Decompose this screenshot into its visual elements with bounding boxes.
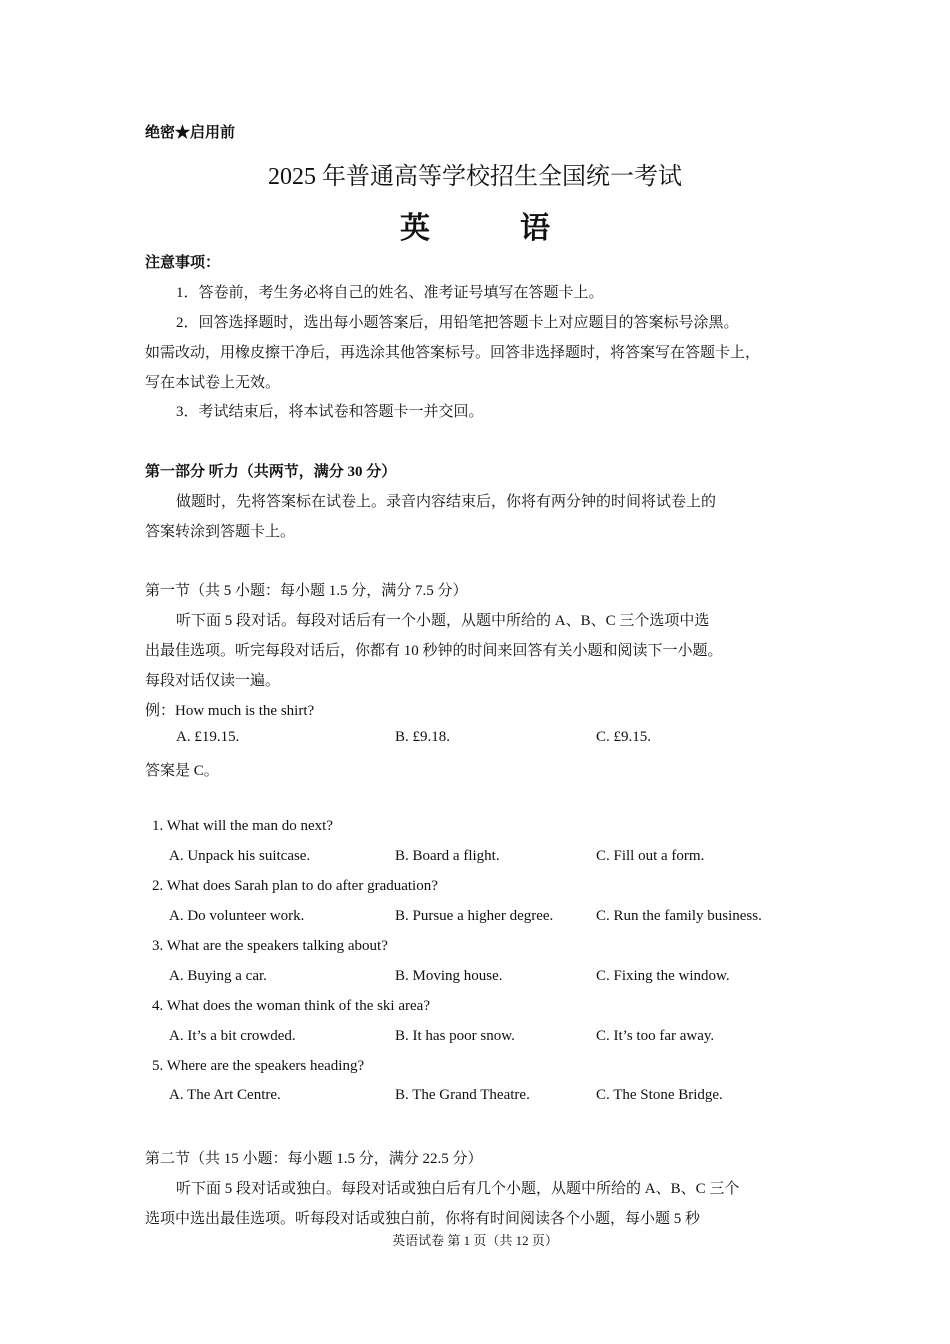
notice-item: 写在本试卷上无效。 (145, 375, 281, 391)
question-option: B. The Grand Theatre. (395, 1087, 530, 1103)
section1-instructions: 听下面 5 段对话。每段对话后有一个小题，从题中所给的 A、B、C 三个选项中选 (176, 613, 710, 629)
exam-title: 2025 年普通高等学校招生全国统一考试 (268, 164, 682, 190)
question-option: A. Buying a car. (169, 968, 267, 984)
section1-instructions: 每段对话仅读一遍。 (145, 673, 281, 689)
notice-item: 如需改动，用橡皮擦干净后，再选涂其他答案标号。回答非选择题时，将答案写在答题卡上， (145, 345, 761, 361)
notice-item: 3．考试结束后，将本试卷和答题卡一并交回。 (176, 404, 484, 420)
confidential-label: 绝密★启用前 (145, 125, 236, 141)
question-option: B. Pursue a higher degree. (395, 908, 554, 924)
part1-intro: 答案转涂到答题卡上。 (145, 524, 296, 540)
question-option: A. Unpack his suitcase. (169, 848, 311, 864)
section2-heading: 第二节（共 15 小题：每小题 1.5 分，满分 22.5 分） (145, 1151, 483, 1167)
notice-item: 2．回答选择题时，选出每小题答案后，用铅笔把答题卡上对应题目的答案标号涂黑。 (176, 315, 739, 331)
section2-instructions: 听下面 5 段对话或独白。每段对话或独白后有几个小题，从题中所给的 A、B、C 三个 (176, 1181, 740, 1197)
question-option: C. It’s too far away. (596, 1028, 715, 1044)
question-option: C. The Stone Bridge. (596, 1087, 723, 1103)
page-footer: 英语试卷 第 1 页（共 12 页） (392, 1233, 558, 1248)
question-option: A. The Art Centre. (169, 1087, 281, 1103)
section1-heading: 第一节（共 5 小题：每小题 1.5 分，满分 7.5 分） (145, 583, 468, 599)
question-option: C. Run the family business. (596, 908, 762, 924)
question-text: 4. What does the woman think of the ski area? (152, 998, 430, 1014)
question-text: 2. What does Sarah plan to do after graduation? (152, 878, 438, 894)
section1-instructions: 出最佳选项。听完每段对话后，你都有 10 秒钟的时间来回答有关小题和阅读下一小题。 (145, 643, 723, 659)
example-answer: 答案是 C。 (145, 763, 219, 779)
question-text: 1. What will the man do next? (152, 818, 333, 834)
question-option: A. Do volunteer work. (169, 908, 305, 924)
part1-intro: 做题时，先将答案标在试卷上。录音内容结束后，你将有两分钟的时间将试卷上的 (176, 494, 717, 510)
question-option: B. It has poor snow. (395, 1028, 515, 1044)
question-option: C. Fixing the window. (596, 968, 730, 984)
example-option: C. £9.15. (596, 729, 652, 745)
example-question: 例：How much is the shirt? (145, 703, 315, 719)
example-option: A. £19.15. (176, 729, 240, 745)
example-option: B. £9.18. (395, 729, 451, 745)
question-option: A. It’s a bit crowded. (169, 1028, 296, 1044)
question-text: 3. What are the speakers talking about? (152, 938, 388, 954)
notice-item: 1．答卷前，考生务必将自己的姓名、准考证号填写在答题卡上。 (176, 285, 604, 301)
question-text: 5. Where are the speakers heading? (152, 1058, 365, 1074)
question-option: B. Moving house. (395, 968, 503, 984)
subject-title: 英 语 (400, 212, 580, 245)
notice-heading: 注意事项： (145, 255, 221, 271)
question-option: C. Fill out a form. (596, 848, 705, 864)
part1-heading: 第一部分 听力（共两节，满分 30 分） (145, 464, 397, 480)
section2-instructions: 选项中选出最佳选项。听每段对话或独白前，你将有时间阅读各个小题，每小题 5 秒 (145, 1211, 701, 1227)
question-option: B. Board a flight. (395, 848, 500, 864)
